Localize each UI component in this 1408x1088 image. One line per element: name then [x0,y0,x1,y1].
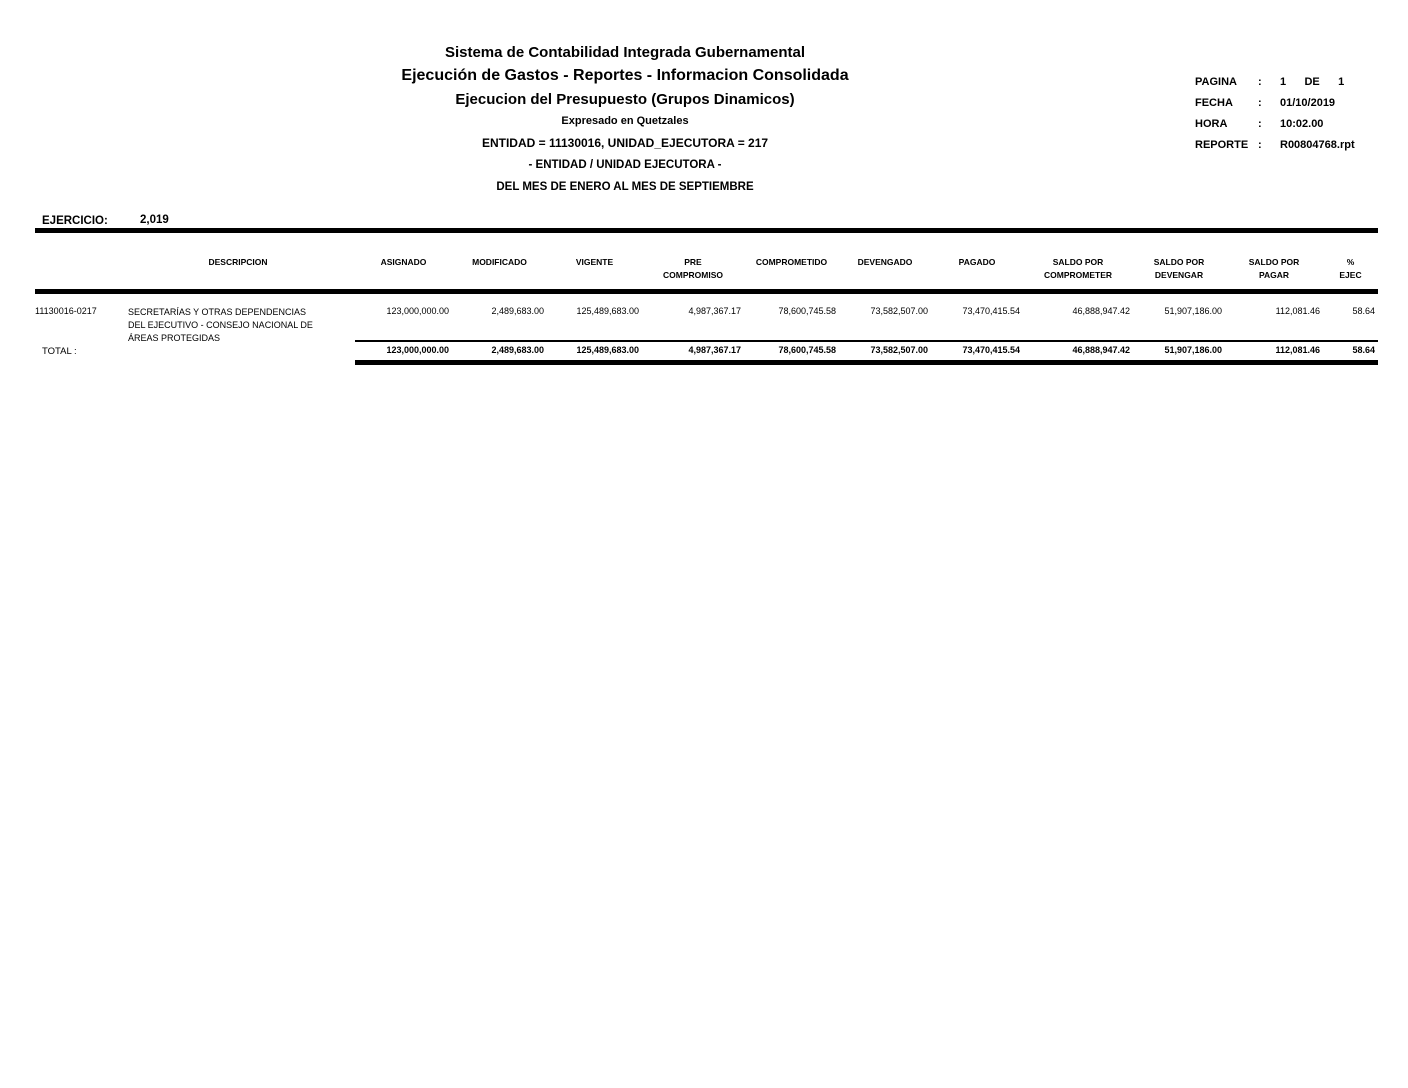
period-label: DEL MES DE ENERO AL MES DE SEPTIEMBRE [496,181,754,193]
row-vigente: 125,489,683.00 [576,306,639,316]
pagina-value: 1 DE 1 [1280,76,1345,88]
currency-note: Expresado en Quetzales [561,115,689,127]
ejercicio-label: EJERCICIO: [42,215,108,227]
row-pct-ejec: 58.64 [1352,306,1375,316]
pagina-label: PAGINA [1195,76,1237,88]
row-modificado: 2,489,683.00 [491,306,544,316]
fecha-label: FECHA [1195,97,1233,109]
meta-fecha [1195,97,1395,109]
total-saldo-por-comprometer: 46,888,947.42 [1072,345,1130,355]
header-vigente: VIGENTE [575,257,614,267]
rule-below-total [355,360,1378,365]
fecha-colon: : [1258,97,1262,109]
system-title: Sistema de Contabilidad Integrada Gubernamental [444,44,806,61]
header-comprometido: COMPROMETIDO [755,257,828,267]
total-devengado: 73,582,507.00 [870,345,928,355]
report-title-block [0,44,1250,193]
header-asignado: ASIGNADO [380,257,427,267]
fecha-value: 01/10/2019 [1280,97,1336,109]
meta-hora [1195,118,1395,130]
rule-under-headers [35,289,1378,294]
header-saldo-por-pagar: SALDO POR PAGAR [1248,257,1300,280]
row-pre-compromiso: 4,987,367.17 [688,306,741,316]
reporte-value: R00804768.rpt [1280,139,1355,151]
header-pagado: PAGADO [958,257,996,267]
total-asignado: 123,000,000.00 [386,345,449,355]
total-comprometido: 78,600,745.58 [778,345,836,355]
ejercicio-row [42,214,169,227]
row-entity-code: 11130016-0217 [35,306,97,316]
total-vigente: 125,489,683.00 [576,345,639,355]
row-asignado: 123,000,000.00 [386,306,449,316]
hora-colon: : [1258,118,1262,130]
hora-label: HORA [1195,118,1228,130]
report-meta-block [1195,76,1395,160]
total-saldo-por-pagar: 112,081.46 [1275,345,1320,355]
header-modificado: MODIFICADO [472,257,527,267]
ejercicio-value: 2,019 [140,214,169,226]
row-saldo-por-comprometer: 46,888,947.42 [1072,306,1130,316]
meta-reporte [1195,139,1395,151]
report-subtitle: Ejecucion del Presupuesto (Grupos Dinamicos) [455,91,795,108]
total-pct-ejec: 58.64 [1352,345,1375,355]
grouping-label: - ENTIDAD / UNIDAD EJECUTORA - [528,159,722,171]
row-saldo-por-pagar: 112,081.46 [1275,306,1320,316]
row-pagado: 73,470,415.54 [962,306,1020,316]
table-total-row [35,345,1378,356]
header-descripcion: DESCRIPCION [208,257,268,267]
total-label: TOTAL : [42,346,77,357]
rule-under-ejercicio [35,228,1378,233]
report-section-title: Ejecución de Gastos - Reportes - Informacion Consolidada [401,67,849,84]
row-comprometido: 78,600,745.58 [778,306,836,316]
row-description: SECRETARÍAS Y OTRAS DEPENDENCIAS DEL EJECUTIVO - CONSEJO NACIONAL DE ÁREAS PROTEGIDAS [128,307,313,343]
row-saldo-por-devengar: 51,907,186.00 [1164,306,1222,316]
meta-pagina [1195,76,1395,88]
reporte-colon: : [1258,139,1262,151]
total-pagado: 73,470,415.54 [962,345,1020,355]
header-saldo-por-comprometer: SALDO POR COMPROMETER [1044,257,1112,280]
hora-value: 10:02.00 [1280,118,1324,130]
entity-filter: ENTIDAD = 11130016, UNIDAD_EJECUTORA = 217 [481,136,769,150]
header-pre-compromiso: PRE COMPROMISO [663,257,723,280]
header-saldo-por-devengar: SALDO POR DEVENGAR [1153,257,1205,280]
total-saldo-por-devengar: 51,907,186.00 [1164,345,1222,355]
row-devengado: 73,582,507.00 [870,306,928,316]
header-devengado: DEVENGADO [857,257,913,267]
header-pct-ejec: % EJEC [1339,257,1362,280]
table-row [35,306,1378,345]
total-pre-compromiso: 4,987,367.17 [688,345,741,355]
reporte-label: REPORTE [1195,139,1249,151]
total-modificado: 2,489,683.00 [491,345,544,355]
table-header-row [35,256,1378,282]
pagina-colon: : [1258,76,1262,88]
